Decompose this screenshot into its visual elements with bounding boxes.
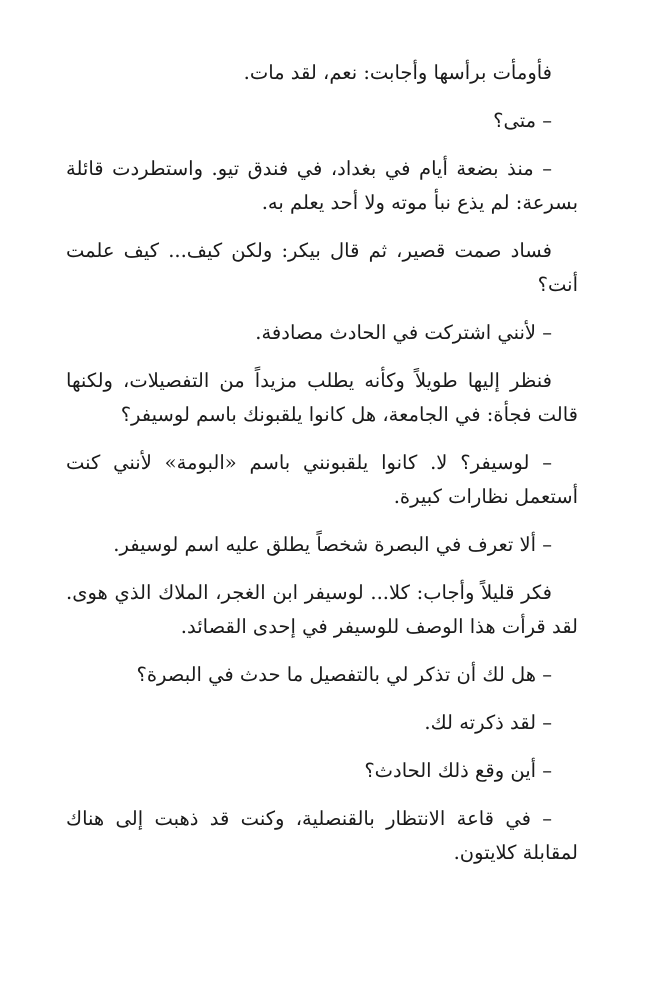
paragraph-accident: – لأنني اشتركت في الحادث مصادفة. [255,321,552,344]
paragraph-where: – أين وقع ذلك الحادث؟ [364,759,552,782]
paragraph-when: – متى؟ [493,109,552,132]
paragraph-told-you: – لقد ذكرته لك. [424,711,552,734]
paragraph-basra-person: – ألا تعرف في البصرة شخصاً يطلق عليه اسم لوسيفر. [113,533,552,556]
paragraph-details: – هل لك أن تذكر لي بالتفصيل ما حدث في البصرة؟ [136,663,552,686]
paragraph-nodded: فأومأت برأسها وأجابت: نعم، لقد مات. [243,61,552,84]
document-page [66,56,578,870]
paragraph-silence: فساد صمت قصير، ثم قال بيكر: ولكن كيف... كيف علمت أنت؟ [66,239,578,296]
paragraph-consulate: – في قاعة الانتظار بالقنصلية، وكنت قد ذهبت إلى هناك لمقابلة كلايتون. [66,807,578,864]
paragraph-long-look: فنظر إليها طويلاً وكأنه يطلب مزيداً من التفصيلات، ولكنها قالت فجأة: في الجامعة، هل كانوا يلقبونك باسم لوسيفر؟ [66,369,578,426]
paragraph-fallen-angel: فكر قليلاً وأجاب: كلا... لوسيفر ابن الغجر، الملاك الذي هوى. لقد قرأت هذا الوصف للوسيفر في إحدى القصائد. [66,581,578,638]
paragraph-owl: – لوسيفر؟ لا. كانوا يلقبونني باسم «البومة» لأنني كنت أستعمل نظارات كبيرة. [66,451,578,508]
paragraph-baghdad: – منذ بضعة أيام في بغداد، في فندق تيو. واستطردت قائلة بسرعة: لم يذع نبأ موته ولا أحد يعلم به. [66,157,578,214]
